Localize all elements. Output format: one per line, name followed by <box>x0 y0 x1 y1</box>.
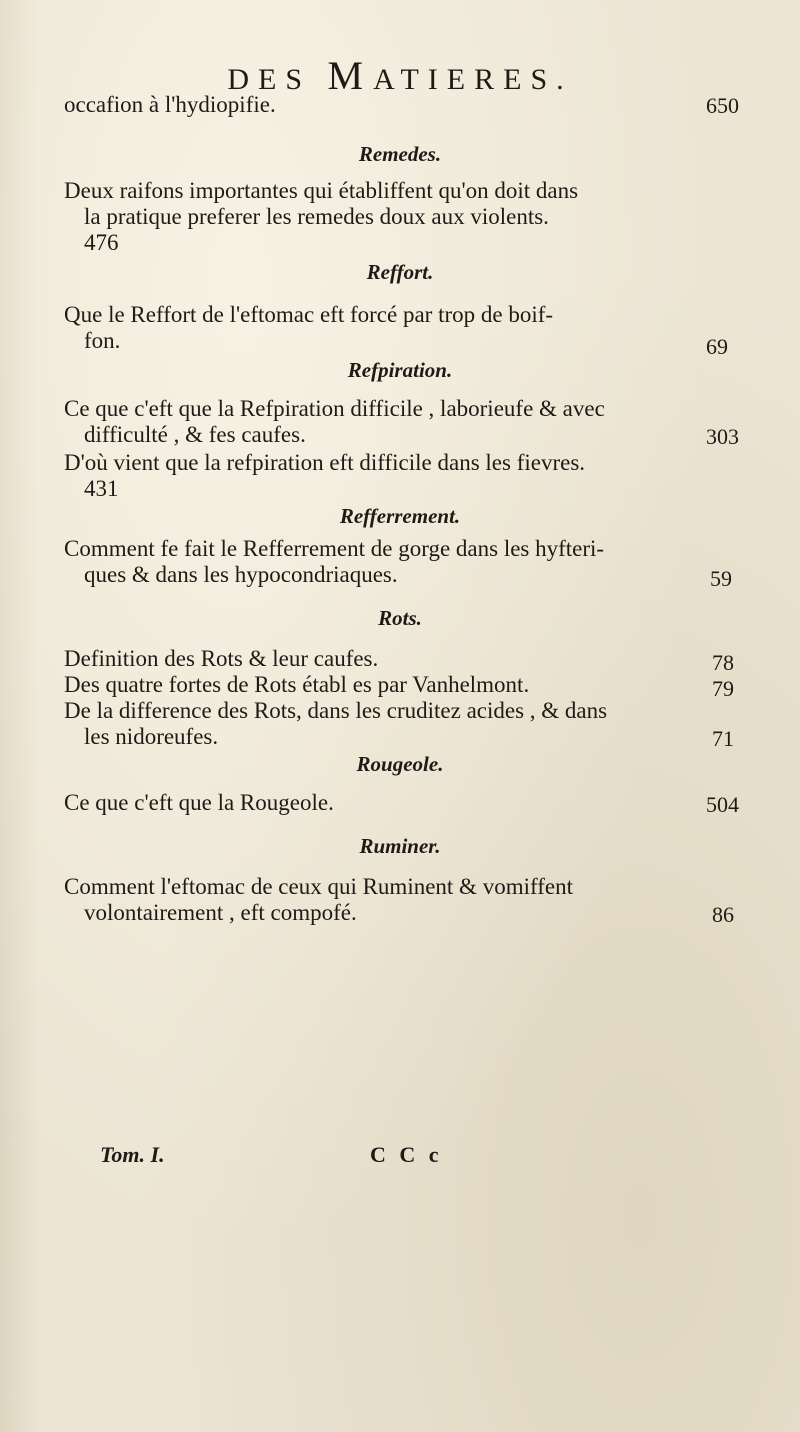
section-title-rougeole: Rougeole. <box>356 752 444 776</box>
entry-line: ques & dans les hypocondriaques. <box>84 562 398 587</box>
page-ref: 303 <box>706 424 739 449</box>
section-title-refpiration: Refpiration. <box>347 358 453 382</box>
section-title-ruminer: Ruminer. <box>359 834 441 858</box>
entry-line: difficulté , & fes caufes. <box>84 422 306 447</box>
signature-mark: C C c <box>370 1142 443 1167</box>
page-ref: 69 <box>706 334 728 359</box>
volume-mark: Tom. I. <box>100 1142 165 1167</box>
entry-line: Des quatre fortes de Rots établ es par Vanhelmont. <box>64 672 530 697</box>
page-ref: 78 <box>712 650 734 675</box>
continued-entry: occafion à l'hydiopifie. <box>64 92 276 117</box>
page-ref: 79 <box>712 676 734 701</box>
entry-line: D'où vient que la refpiration eft difficile dans les fievres. <box>64 450 586 475</box>
section-title-refferrement: Refferrement. <box>339 504 461 528</box>
section-title-reffort: Reffort. <box>366 260 434 284</box>
entry-line: 431 <box>84 476 119 501</box>
entry-line: volontairement , eft compofé. <box>84 900 357 925</box>
page-ref: 86 <box>712 902 734 927</box>
section-title-rots: Rots. <box>378 606 422 630</box>
header-initial: M <box>327 53 374 98</box>
entry-line: De la difference des Rots, dans les cruditez acides , & dans <box>64 698 608 723</box>
entry-line: Comment fe fait le Refferrement de gorge dans les hyfteri- <box>64 536 605 561</box>
header-rest: ATIERES. <box>373 63 573 96</box>
page-ref: 650 <box>706 93 739 118</box>
entry-line: Ce que c'eft que la Rougeole. <box>64 790 334 815</box>
entry-line: 476 <box>84 230 119 255</box>
page-ref: 59 <box>710 566 732 591</box>
entry-line: Comment l'eftomac de ceux qui Ruminent & vomiffent <box>64 874 573 899</box>
page-ref: 71 <box>712 726 734 751</box>
header-lead: DES <box>227 63 312 96</box>
page-ref: 504 <box>706 792 739 817</box>
entry-line: Que le Reffort de l'eftomac eft forcé par trop de boif- <box>64 302 554 327</box>
entry-line: les nidoreufes. <box>84 724 219 749</box>
entry-line: la pratique preferer les remedes doux aux violents. <box>84 204 549 229</box>
entry-line: Deux raifons importantes qui établiffent qu'on doit dans <box>64 178 579 203</box>
entry-line: Definition des Rots & leur caufes. <box>64 646 379 671</box>
entry-line: fon. <box>84 328 121 353</box>
section-title-remedes: Remedes. <box>358 142 442 166</box>
entry-line: Ce que c'eft que la Refpiration difficile , laborieufe & avec <box>64 396 605 421</box>
